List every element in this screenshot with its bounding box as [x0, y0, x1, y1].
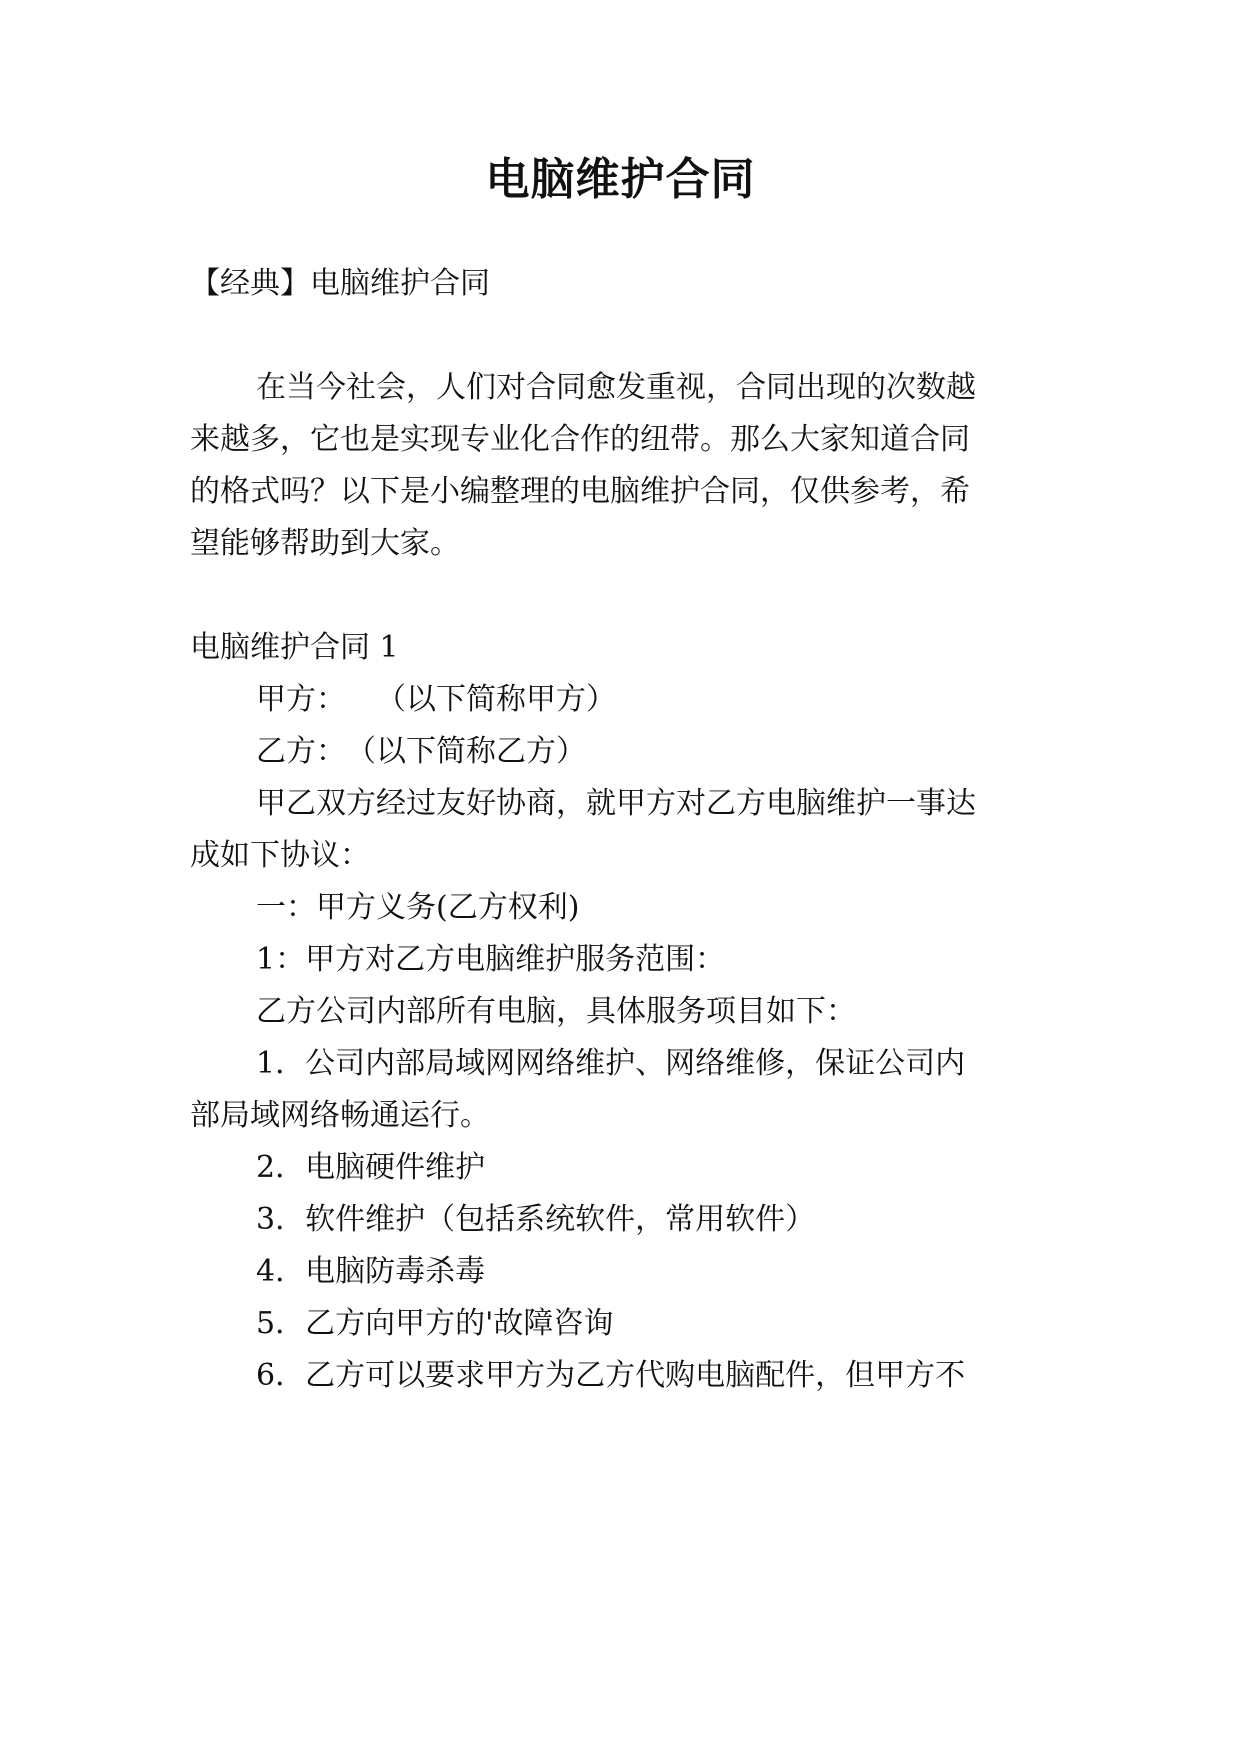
agreement-line-1: 甲乙双方经过友好协商，就甲方对乙方电脑维护一事达 [256, 786, 976, 821]
party-a-line: 甲方： （以下简称甲方） [256, 682, 616, 717]
item-2: 2．电脑硬件维护 [256, 1150, 486, 1185]
item-1-line-2: 部局域网络畅通运行。 [190, 1098, 490, 1133]
section-1-heading: 一：甲方义务(乙方权利) [256, 890, 580, 925]
document-title: 电脑维护合同 [485, 154, 756, 205]
intro-line-1: 在当今社会，人们对合同愈发重视，合同出现的次数越 [256, 370, 976, 405]
document-subtitle: 【经典】电脑维护合同 [190, 266, 490, 301]
scope-line: 乙方公司内部所有电脑，具体服务项目如下： [256, 994, 856, 1029]
party-b-line: 乙方： （以下简称乙方） [256, 734, 586, 769]
intro-line-3: 的格式吗？以下是小编整理的电脑维护合同，仅供参考，希 [190, 474, 970, 509]
item-5: 5．乙方向甲方的'故障咨询 [256, 1306, 614, 1341]
agreement-line-2: 成如下协议： [190, 838, 370, 873]
clause-1-heading: 1：甲方对乙方电脑维护服务范围： [256, 942, 726, 977]
intro-line-2: 来越多，它也是实现专业化合作的纽带。那么大家知道合同 [190, 422, 970, 457]
item-4: 4．电脑防毒杀毒 [256, 1254, 486, 1289]
contract-heading: 电脑维护合同 1 [190, 630, 399, 665]
item-1-line-1: 1．公司内部局域网网络维护、网络维修，保证公司内 [256, 1046, 966, 1081]
intro-line-4: 望能够帮助到大家。 [190, 526, 460, 561]
item-6: 6．乙方可以要求甲方为乙方代购电脑配件，但甲方不 [256, 1358, 966, 1393]
item-3: 3．软件维护（包括系统软件，常用软件） [256, 1202, 816, 1237]
